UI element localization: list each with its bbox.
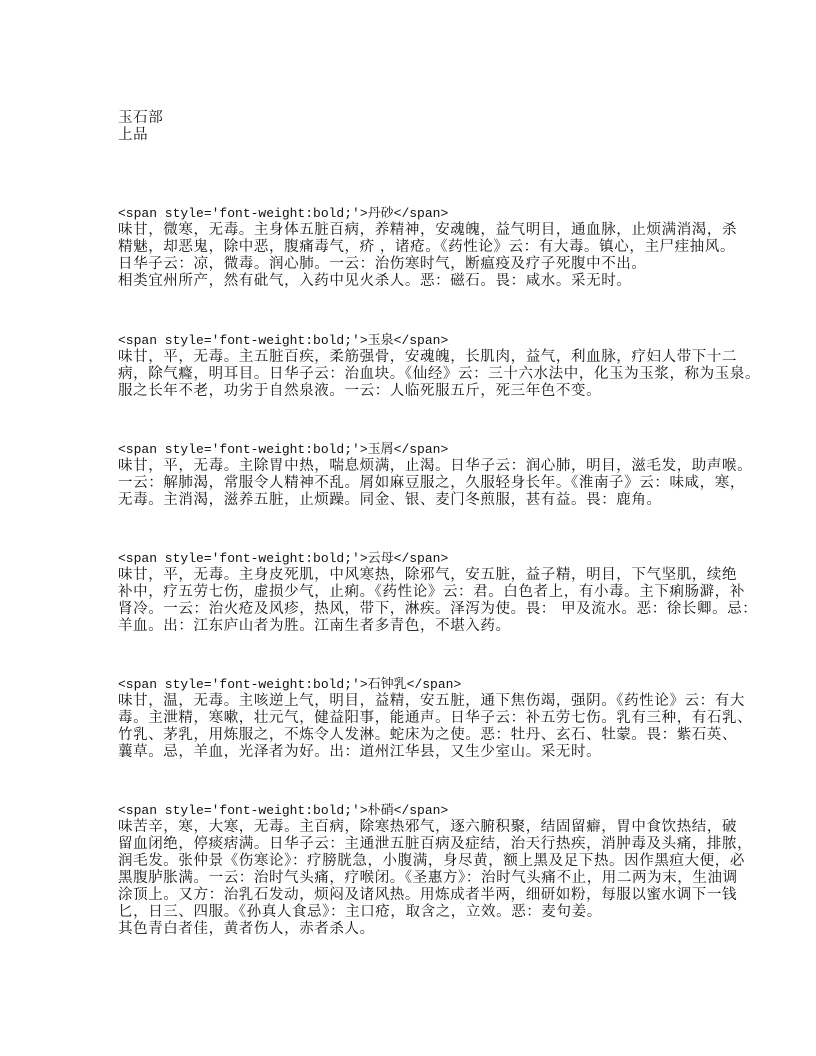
entry-header: <span style='font-weight:bold;'>丹砂</span> [118, 206, 449, 221]
entry-text-line: 味甘，平，无毒。主除胃中热，喘息烦满，止渴。日华子云：润心肺，明目，滋毛发，助声喉。 [118, 458, 753, 474]
entry-text-line: 留血闭绝，停痰痞满。日华子云：主通泄五脏百病及症结，治天行热疾，消肿毒及头痛，排脓， [118, 836, 753, 852]
entry-text-line: 味甘，温，无毒。主咳逆上气，明目，益精，安五脏，通下焦伤竭，强阴。《药性论》云：有大 [118, 693, 745, 709]
entry-text-line: 味甘，平，无毒。主身皮死肌，中风寒热，除邪气，安五脏，益子精，明目，下气坚肌，续绝 [118, 567, 738, 583]
entry-text-line: 竹乳、茅乳，用炼服之，不炼令人发淋。蛇床为之使。恶：牡丹、玄石、牡蒙。畏：紫石英、 [118, 727, 738, 743]
entry-text-line: 味甘，平，无毒。主五脏百疾，柔筋强骨，安魂魄，长肌肉，益气，利血脉，疗妇人带下十二 [118, 349, 738, 365]
entry-text-line: 病，除气癃，明耳目。日华子云：治血块。《仙经》云：三十六水法中，化玉为玉浆，称为玉泉。 [118, 366, 761, 382]
document-heading [118, 110, 163, 144]
entry-text-line: 味甘，微寒，无毒。主身体五脏百病，养精神，安魂魄，益气明目，通血脉，止烦满消渴，杀 [118, 222, 738, 238]
entry [118, 550, 757, 635]
entry [118, 205, 737, 290]
entry [118, 332, 760, 400]
entry-text-line: 补中，疗五劳七伤，虚损少气，止痢。《药性论》云：君。白色者上，有小毒。主下痢肠澼，补 [118, 584, 745, 600]
entry-text-line: 毒。主泄精，寒嗽，壮元气，健益阳事，能通声。日华子云：补五劳七伤。乳有三种，有石乳、 [118, 710, 753, 726]
entry-text-line: 羊血。出：江东庐山者为胜。江南生者多青色，不堪入药。 [118, 618, 511, 634]
entry-text-line: 日华子云：凉，微毒。润心肺。一云：治伤寒时气，断瘟疫及疗子死腹中不出。 [118, 256, 647, 272]
entry-text-line: 其色青白者佳，黄者伤人，赤者杀人。 [118, 921, 375, 937]
entry-text-line: 相类宜州所产，然有砒气，入药中见火杀人。恶：磁石。畏：咸水。采无时。 [118, 273, 632, 289]
entry-text-line: 润毛发。张仲景《伤寒论》：疗膀胱急，小腹满，身尽黄，额上黑及足下热。因作黑疸大便，必 [118, 853, 745, 869]
entry-header: <span style='font-weight:bold;'>石钟乳</span> [118, 677, 462, 692]
entry-text-line: 涂顶上。又方：治乳石发动，烦闷及诸风热。用炼成者半两，细研如粉，每服以蜜水调下一钱 [118, 887, 738, 903]
entry-text-line: 蘘草。忌，羊血，光泽者为好。出：道州江华县，又生少室山。采无时。 [118, 744, 602, 760]
grade-subtitle: 上品 [118, 127, 149, 143]
entry-text-line: 黑腹胪胀满。一云：治时气头痛，疗喉闭。《圣惠方》：治时气头痛不止，用二两为末，生油调 [118, 870, 738, 886]
entry-text-line: 一云：解肺渴，常服令人精神不乱。屑如麻豆服之，久服轻身长年。《淮南子》云：味咸，寒， [118, 475, 745, 491]
entry-header: <span style='font-weight:bold;'>玉屑</span> [118, 442, 449, 457]
entry [118, 802, 752, 938]
entry [118, 441, 752, 509]
entry-text-line: 匕，日三、四服。《孙真人食忌》：主口疮，取含之，立效。恶：麦句姜。 [118, 904, 602, 920]
entry-text-line: 精魅，却恶鬼，除中恶，腹痛毒气，疥 ，诸疮。《药性论》云：有大毒。镇心，主尸疰抽风。 [118, 239, 736, 255]
category-title: 玉石部 [118, 110, 164, 126]
entry-text-line: 肾冷。一云：治火疮及风疹，热风，带下，淋疾。泽泻为使。畏： 甲及流水。恶：徐长卿。忌： [118, 601, 758, 617]
entry-text-line: 味苦辛，寒，大寒，无毒。主百病，除寒热邪气，逐六腑积聚，结固留癖，胃中食饮热结，破 [118, 819, 738, 835]
entry [118, 676, 752, 761]
entry-header: <span style='font-weight:bold;'>朴硝</span> [118, 803, 449, 818]
entry-text-line: 服之长年不老，功劣于自然泉液。一云：人临死服五斤，死三年色不变。 [118, 383, 602, 399]
entry-header: <span style='font-weight:bold;'>云母</span> [118, 551, 449, 566]
entry-text-line: 无毒。主消渴，滋养五脏，止烦躁。同金、银、麦门冬煎服，甚有益。畏：鹿角。 [118, 492, 662, 508]
entry-header: <span style='font-weight:bold;'>玉泉</span> [118, 333, 449, 348]
